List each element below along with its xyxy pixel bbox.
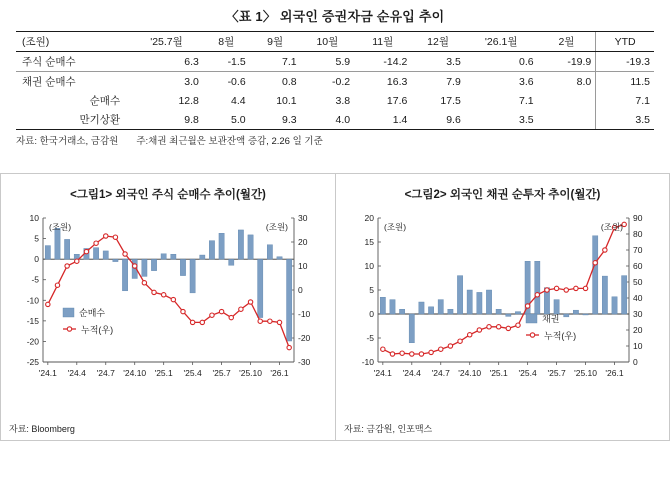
unit-label-right: (조원) bbox=[265, 222, 288, 232]
bar bbox=[142, 259, 147, 276]
bar bbox=[161, 254, 166, 259]
charts-container bbox=[0, 173, 670, 441]
table-cell: 1.4 bbox=[354, 110, 411, 130]
table-cell: 10.1 bbox=[276, 94, 297, 107]
y2-tick-label: 10 bbox=[633, 341, 643, 351]
unit-label-left: (조원) bbox=[49, 222, 72, 232]
legend-swatch-bar bbox=[526, 314, 537, 323]
line-marker bbox=[152, 290, 156, 294]
bar bbox=[103, 251, 108, 259]
table-cell: 4.0 bbox=[301, 110, 354, 130]
y-tick-label: 10 bbox=[29, 213, 39, 223]
y2-tick-label: 50 bbox=[633, 277, 643, 287]
y2-tick-label: 30 bbox=[633, 309, 643, 319]
table-row bbox=[16, 110, 654, 130]
bar bbox=[496, 309, 501, 314]
bar bbox=[267, 245, 272, 259]
bar bbox=[419, 302, 424, 314]
y-tick-label: -5 bbox=[366, 333, 374, 343]
line-marker bbox=[545, 288, 549, 292]
y2-tick-label: 10 bbox=[298, 261, 308, 271]
line-marker bbox=[46, 302, 50, 306]
bar bbox=[438, 300, 443, 314]
bar bbox=[399, 309, 404, 314]
line-marker bbox=[94, 241, 98, 245]
y2-tick-label: 20 bbox=[298, 237, 308, 247]
bar bbox=[409, 314, 414, 343]
line-marker bbox=[65, 264, 69, 268]
line-marker bbox=[516, 323, 520, 327]
x-tick-label: '25.10 bbox=[574, 368, 598, 378]
table-row-label: 채권 순매수 bbox=[16, 72, 130, 92]
chart-2-title: <그림2> 외국인 채권 순투자 추이(월간) bbox=[404, 189, 601, 201]
y-tick-label: 5 bbox=[34, 233, 39, 244]
table-cell: 3.0 bbox=[130, 72, 203, 92]
line-marker bbox=[113, 235, 117, 239]
bar bbox=[229, 259, 234, 265]
bar bbox=[467, 290, 472, 314]
y-tick-label: -10 bbox=[26, 295, 39, 306]
bar bbox=[457, 276, 462, 314]
x-tick-label: '24.7 bbox=[431, 368, 450, 378]
x-tick-label: '24.4 bbox=[402, 368, 421, 378]
legend-marker bbox=[67, 327, 71, 331]
y2-tick-label: 70 bbox=[633, 245, 643, 255]
table-col-header: 9월 bbox=[250, 32, 301, 52]
y2-tick-label: 90 bbox=[633, 213, 643, 223]
line-marker bbox=[75, 259, 79, 263]
table-unit-header: (조원) bbox=[16, 32, 130, 52]
line-marker bbox=[381, 347, 385, 351]
table-cell: 8.0 bbox=[538, 72, 596, 92]
line-marker bbox=[603, 248, 607, 252]
y2-tick-label: -20 bbox=[298, 333, 311, 343]
line-marker bbox=[55, 283, 59, 287]
table-row-label: 주식 순매수 bbox=[22, 56, 76, 68]
chart-2-source: 자료: 금감원, 인포맥스 bbox=[344, 424, 433, 434]
bar bbox=[219, 233, 224, 259]
bar bbox=[486, 290, 491, 314]
chart-1-title: <그림1> 외국인 주식 순매수 추이(월간) bbox=[70, 189, 266, 201]
bar bbox=[113, 259, 118, 261]
table-col-header: 10월 bbox=[301, 32, 354, 52]
line-marker bbox=[239, 307, 243, 311]
bar bbox=[622, 276, 627, 314]
bar bbox=[180, 259, 185, 275]
x-tick-label: '24.1 bbox=[38, 368, 57, 378]
y-tick-label: -15 bbox=[26, 315, 39, 326]
x-tick-label: '26.1 bbox=[270, 368, 289, 378]
securities-inflow-table bbox=[16, 31, 654, 130]
table-cell: -0.6 bbox=[203, 72, 250, 92]
table-col-header: 8월 bbox=[203, 32, 250, 52]
table-col-header: '25.7월 bbox=[130, 32, 203, 52]
x-tick-label: '25.4 bbox=[518, 368, 537, 378]
line-marker bbox=[429, 350, 433, 354]
x-tick-label: '25.1 bbox=[489, 368, 508, 378]
table-cell: 0.6 bbox=[519, 55, 534, 68]
table-source: 자료: 한국거래소, 금감원 bbox=[16, 136, 119, 147]
line-marker bbox=[439, 347, 443, 351]
table-row bbox=[16, 52, 654, 72]
y-tick-label: 0 bbox=[369, 309, 374, 319]
x-tick-label: '25.10 bbox=[239, 368, 263, 378]
line-marker bbox=[419, 352, 423, 356]
table-cell: 6.3 bbox=[184, 55, 199, 68]
bar bbox=[390, 300, 395, 314]
table-cell: 0.8 bbox=[250, 72, 301, 92]
bar bbox=[238, 230, 243, 259]
line-marker bbox=[410, 352, 414, 356]
y-tick-label: 0 bbox=[34, 254, 39, 265]
chart-2-plot bbox=[336, 202, 670, 407]
bar bbox=[515, 312, 520, 314]
y2-tick-label: 30 bbox=[298, 213, 308, 223]
line-marker bbox=[593, 261, 597, 265]
table-cell: -19.9 bbox=[567, 55, 592, 68]
line-marker bbox=[496, 325, 500, 329]
line-marker bbox=[84, 249, 88, 253]
bar bbox=[602, 276, 607, 314]
line-marker bbox=[248, 300, 252, 304]
x-tick-label: '25.7 bbox=[547, 368, 566, 378]
bar bbox=[277, 257, 282, 259]
table-cell: 4.4 bbox=[231, 94, 246, 107]
line-marker bbox=[268, 319, 272, 323]
line-marker bbox=[554, 286, 558, 290]
table-row-label: 순매수 bbox=[89, 95, 121, 107]
x-tick-label: '24.4 bbox=[67, 368, 86, 378]
bar bbox=[248, 235, 253, 259]
table-cell: 11.5 bbox=[596, 72, 654, 92]
bar bbox=[477, 292, 482, 314]
y2-tick-label: 60 bbox=[633, 261, 643, 271]
table-cell: 7.1 bbox=[282, 55, 297, 68]
bar bbox=[593, 236, 598, 314]
y-tick-label: 5 bbox=[369, 285, 374, 295]
table-cell: 3.5 bbox=[465, 110, 538, 130]
line-marker bbox=[171, 297, 175, 301]
line-marker bbox=[161, 293, 165, 297]
bar bbox=[506, 314, 511, 316]
table-cell: 5.9 bbox=[335, 55, 351, 68]
table-cell: 5.0 bbox=[203, 110, 250, 130]
table-col-header: YTD bbox=[596, 32, 654, 52]
y2-tick-label: 40 bbox=[633, 293, 643, 303]
table-cell: 3.8 bbox=[335, 94, 351, 107]
chart-1-source: 자료: Bloomberg bbox=[9, 424, 75, 434]
line-marker bbox=[583, 286, 587, 290]
legend-swatch-bar bbox=[63, 308, 74, 317]
bar bbox=[428, 307, 433, 314]
y-tick-label: 10 bbox=[364, 261, 374, 271]
bar bbox=[151, 259, 156, 271]
bar bbox=[583, 314, 588, 315]
line-marker bbox=[458, 339, 462, 343]
bar bbox=[564, 314, 569, 317]
chart-2-svg bbox=[336, 202, 670, 407]
bar bbox=[122, 259, 127, 291]
line-marker bbox=[574, 286, 578, 290]
line-marker bbox=[448, 344, 452, 348]
line-marker bbox=[258, 319, 262, 323]
bar bbox=[171, 254, 176, 259]
y2-tick-label: 80 bbox=[633, 229, 643, 239]
table-col-header: '26.1월 bbox=[465, 32, 538, 52]
line-marker bbox=[219, 309, 223, 313]
line-marker bbox=[104, 234, 108, 238]
unit-label-left: (조원) bbox=[384, 222, 407, 232]
table-cell: 17.5 bbox=[440, 94, 461, 107]
line-marker bbox=[535, 293, 539, 297]
line-marker bbox=[181, 309, 185, 313]
table-cell: 12.8 bbox=[178, 94, 199, 107]
line-marker bbox=[525, 304, 529, 308]
table-col-header: 12월 bbox=[411, 32, 464, 52]
chart-1 bbox=[0, 173, 335, 441]
table-cell: -0.2 bbox=[301, 72, 354, 92]
x-tick-label: '24.10 bbox=[458, 368, 482, 378]
chart-1-plot bbox=[1, 202, 336, 407]
legend-label-line: 누적(우) bbox=[544, 331, 577, 341]
y-tick-label: -10 bbox=[361, 357, 374, 367]
line-marker bbox=[229, 315, 233, 319]
table-cell: 9.6 bbox=[411, 110, 464, 130]
table-notes bbox=[16, 133, 654, 147]
bar bbox=[93, 248, 98, 260]
table-cell: 7.1 bbox=[519, 94, 534, 107]
y2-tick-label: -10 bbox=[298, 309, 311, 319]
table-head bbox=[16, 32, 654, 52]
y-tick-label: -20 bbox=[26, 336, 39, 347]
legend-marker bbox=[530, 333, 534, 337]
table-title: 〈표 1〉 외국인 증권자금 순유입 추이 bbox=[225, 9, 445, 24]
legend-label-bar: 채권 bbox=[542, 314, 560, 324]
table-header-row bbox=[16, 32, 654, 52]
bar bbox=[380, 297, 385, 314]
table-cell: 9.8 bbox=[130, 110, 203, 130]
y-tick-label: 20 bbox=[364, 213, 374, 223]
y2-tick-label: 20 bbox=[633, 325, 643, 335]
unit-label-right: (조원) bbox=[600, 222, 623, 232]
line-marker bbox=[468, 333, 472, 337]
line-marker bbox=[142, 281, 146, 285]
line-marker bbox=[390, 352, 394, 356]
bar bbox=[612, 297, 617, 314]
line-marker bbox=[133, 264, 137, 268]
y2-tick-label: 0 bbox=[298, 285, 303, 295]
bar bbox=[74, 254, 79, 259]
legend-label-bar: 순매수 bbox=[79, 308, 106, 318]
table-cell: 7.9 bbox=[411, 72, 464, 92]
table-cell: 7.1 bbox=[596, 91, 654, 110]
table-cell: 9.3 bbox=[250, 110, 301, 130]
x-tick-label: '24.1 bbox=[373, 368, 392, 378]
table-cell bbox=[538, 91, 596, 110]
line-marker bbox=[123, 252, 127, 256]
y-tick-label: 15 bbox=[364, 237, 374, 247]
table-col-header: 2월 bbox=[538, 32, 596, 52]
line-marker bbox=[287, 345, 291, 349]
bar bbox=[573, 310, 578, 314]
line-marker bbox=[200, 320, 204, 324]
table-cell: 3.5 bbox=[446, 55, 461, 68]
line-marker bbox=[210, 313, 214, 317]
y-tick-label: -25 bbox=[26, 357, 39, 367]
x-tick-label: '24.10 bbox=[123, 368, 147, 378]
bar bbox=[448, 309, 453, 314]
table-cell bbox=[538, 110, 596, 130]
y2-tick-label: -30 bbox=[298, 357, 311, 367]
table-cell: 17.6 bbox=[386, 94, 408, 107]
x-tick-label: '25.7 bbox=[212, 368, 231, 378]
table-note: 주:채권 최근월은 보관잔액 증감, 2.26 일 기준 bbox=[136, 136, 323, 147]
y2-tick-label: 0 bbox=[633, 357, 638, 367]
line-marker bbox=[190, 320, 194, 324]
line-marker bbox=[506, 326, 510, 330]
table-cell: -19.3 bbox=[596, 52, 654, 72]
line-marker bbox=[564, 288, 568, 292]
line-marker bbox=[487, 325, 491, 329]
table-row bbox=[16, 91, 654, 110]
legend-label-line: 누적(우) bbox=[81, 325, 114, 335]
bar bbox=[200, 255, 205, 259]
chart-2 bbox=[335, 173, 670, 441]
bar bbox=[190, 259, 195, 293]
bar bbox=[535, 261, 540, 314]
line-marker bbox=[477, 328, 481, 332]
line-marker bbox=[277, 320, 281, 324]
table-body bbox=[16, 52, 654, 130]
table-cell: 3.6 bbox=[465, 72, 538, 92]
bar bbox=[55, 228, 60, 259]
bar bbox=[554, 300, 559, 314]
x-tick-label: '25.4 bbox=[183, 368, 202, 378]
bar bbox=[64, 239, 69, 259]
x-tick-label: '25.1 bbox=[154, 368, 173, 378]
table-cell: 16.3 bbox=[354, 72, 411, 92]
table-row bbox=[16, 72, 654, 92]
x-tick-label: '24.7 bbox=[96, 368, 115, 378]
y-tick-label: -5 bbox=[31, 274, 39, 285]
table-col-header: 11월 bbox=[354, 32, 411, 52]
bar bbox=[258, 259, 263, 317]
bar bbox=[287, 259, 292, 341]
table-cell: -14.2 bbox=[383, 55, 408, 68]
table-cell: 3.5 bbox=[596, 110, 654, 130]
table-cell: -1.5 bbox=[227, 55, 246, 68]
x-tick-label: '26.1 bbox=[605, 368, 624, 378]
bar bbox=[209, 241, 214, 260]
line-marker bbox=[400, 351, 404, 355]
table-row-label: 만기상환 bbox=[16, 110, 130, 130]
bar bbox=[45, 246, 50, 260]
chart-1-svg bbox=[1, 202, 336, 407]
